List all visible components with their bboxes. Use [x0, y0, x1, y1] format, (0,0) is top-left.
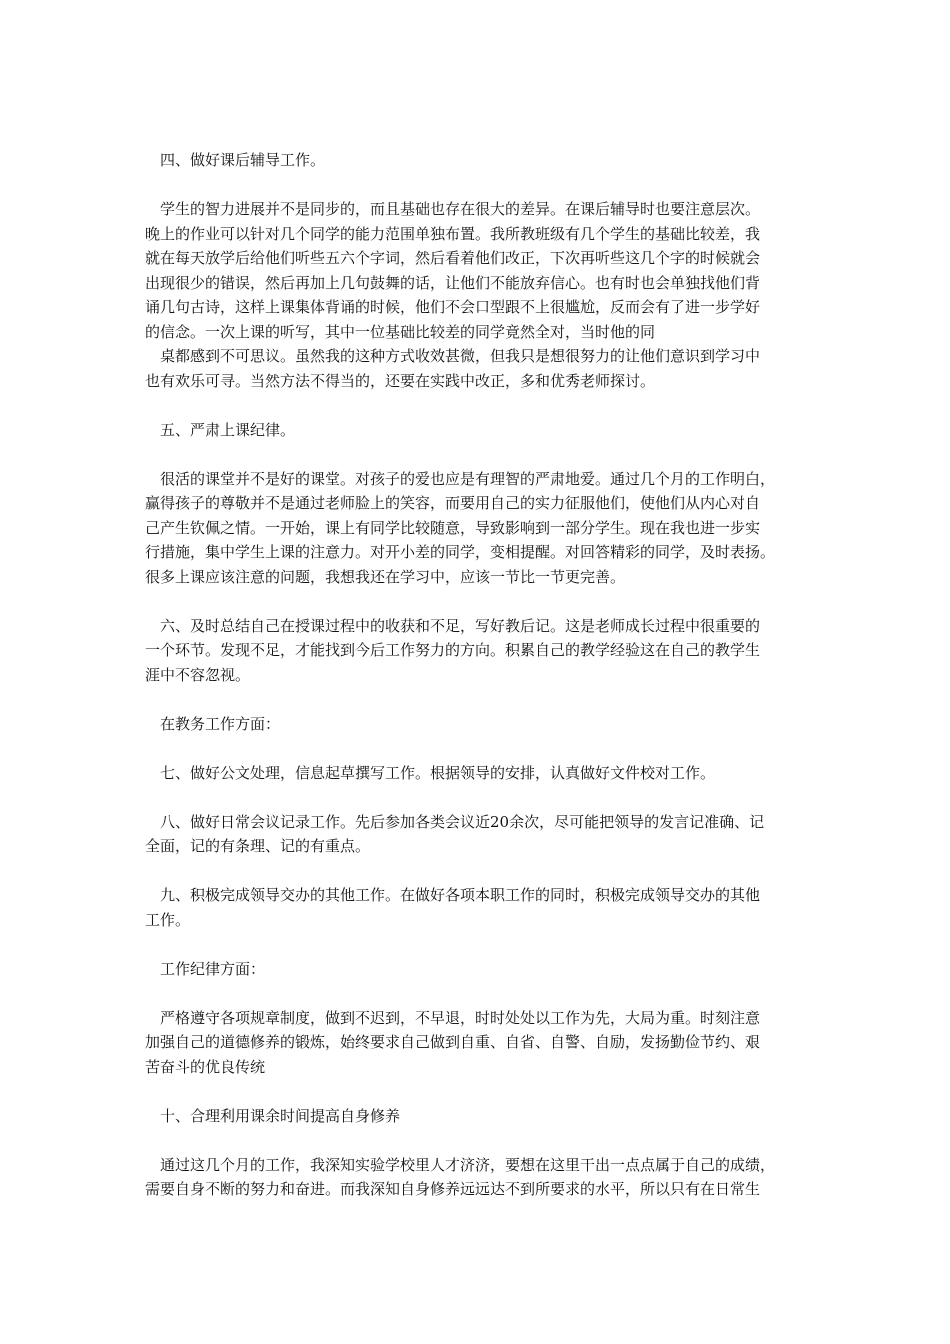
paragraph — [145, 467, 810, 590]
paragraph — [145, 197, 810, 393]
text-line: 严格遵守各项规章制度，做到不迟到，不早退，时时处处以工作为先，大局为重。时刻注意 — [145, 1008, 761, 1027]
paragraph-gap — [145, 173, 810, 198]
paragraph — [145, 614, 810, 688]
text-line: 一个环节。发现不足，才能找到今后工作努力的方向。积累自己的教学经验这在自己的教学生 — [145, 641, 761, 659]
text-line: 苦奋斗的优良传统 — [145, 1057, 266, 1076]
paragraph — [145, 712, 810, 737]
text-line: 桌都感到不可思议。虽然我的这种方式收效甚微，但我只是想很努力的让他们意识到学习中 — [145, 347, 761, 365]
paragraph-gap — [145, 932, 810, 957]
text-line: 八、做好日常会议记录工作。先后参加各类会议近20余次，尽可能把领导的发言记准确、记 — [145, 812, 765, 831]
text-line: 六、及时总结自己在授课过程中的收获和不足，写好教后记。这是老师成长过程中很重要的 — [145, 616, 761, 635]
text-line: 晚上的作业可以针对几个同学的能力范围单独布置。我所教班级有几个学生的基础比较差，我 — [145, 224, 761, 243]
text-line: 赢得孩子的尊敬并不是通过老师脸上的笑容，而要用自己的实力征服他们，使他们从内心对自 — [145, 494, 761, 512]
text-line: 行措施，集中学生上课的注意力。对开小差的同学，变相提醒。对回答精彩的同学，及时表扬。 — [145, 543, 776, 561]
paragraph — [145, 957, 810, 982]
document-body — [145, 148, 810, 1202]
paragraph-gap — [145, 1128, 810, 1153]
paragraph — [145, 418, 810, 443]
text-line: 很活的课堂并不是好的课堂。对孩子的爱也应是有理智的严肃地爱。通过几个月的工作明白， — [145, 469, 776, 488]
text-line: 四、做好课后辅导工作。 — [145, 151, 326, 169]
paragraph-gap — [145, 442, 810, 467]
paragraph — [145, 761, 810, 786]
text-line: 出现很少的错误，然后再加上几句鼓舞的话，让他们不能放弃信心。也有时也会单独找他们背 — [145, 273, 761, 292]
paragraph-gap — [145, 981, 810, 1006]
text-line: 需要自身不断的努力和奋进。而我深知自身修养远远达不到所要求的水平，所以只有在日常生 — [145, 1180, 761, 1198]
paragraph — [145, 1006, 810, 1080]
paragraph — [145, 148, 810, 173]
paragraph-gap — [145, 687, 810, 712]
paragraph-gap — [145, 1079, 810, 1104]
text-line: 通过这几个月的工作，我深知实验学校里人才济济，要想在这里干出一点点属于自己的成绩， — [145, 1155, 776, 1174]
paragraph — [145, 1153, 810, 1202]
paragraph-gap — [145, 393, 810, 418]
paragraph-gap — [145, 736, 810, 761]
paragraph — [145, 883, 810, 932]
text-line: 在教务工作方面： — [145, 714, 281, 733]
text-line: 就在每天放学后给他们听些五六个字词，然后看着他们改正，下次再听些这几个字的时候就会 — [145, 249, 761, 267]
text-line: 学生的智力进展并不是同步的，而且基础也存在很大的差异。在课后辅导时也要注意层次。 — [145, 200, 761, 218]
paragraph — [145, 810, 810, 859]
text-line: 加强自己的道德修养的锻炼，始终要求自己做到自重、自省、自警、自励，发扬勤俭节约、艰 — [145, 1033, 761, 1051]
text-line: 的信念。一次上课的听写，其中一位基础比较差的同学竟然全对，当时他的同 — [145, 322, 656, 341]
text-line: 工作。 — [145, 910, 191, 929]
text-line: 九、积极完成领导交办的其他工作。在做好各项本职工作的同时，积极完成领导交办的其他 — [145, 886, 761, 904]
text-line: 诵几句古诗，这样上课集体背诵的时候，他们不会口型跟不上很尴尬，反而会有了进一步学好 — [145, 298, 761, 316]
text-line: 十、合理利用课余时间提高自身修养 — [145, 1106, 401, 1125]
text-line: 全面，记的有条理、记的有重点。 — [145, 837, 371, 855]
paragraph-gap — [145, 859, 810, 884]
paragraph — [145, 1104, 810, 1129]
paragraph-gap — [145, 589, 810, 614]
paragraph-gap — [145, 785, 810, 810]
text-line: 工作纪律方面： — [145, 959, 266, 978]
text-line: 五、严肃上课纪律。 — [145, 420, 296, 439]
text-line: 很多上课应该注意的问题，我想我还在学习中，应该一节比一节更完善。 — [145, 567, 626, 586]
text-line: 七、做好公文处理，信息起草撰写工作。根据领导的安排，认真做好文件校对工作。 — [145, 763, 716, 782]
text-line: 涯中不容忽视。 — [145, 665, 251, 684]
text-line: 也有欢乐可寻。当然方法不得当的，还要在实践中改正，多和优秀老师探讨。 — [145, 371, 656, 390]
text-line: 己产生钦佩之情。一开始，课上有同学比较随意，导致影响到一部分学生。现在我也进一步实 — [145, 518, 761, 537]
